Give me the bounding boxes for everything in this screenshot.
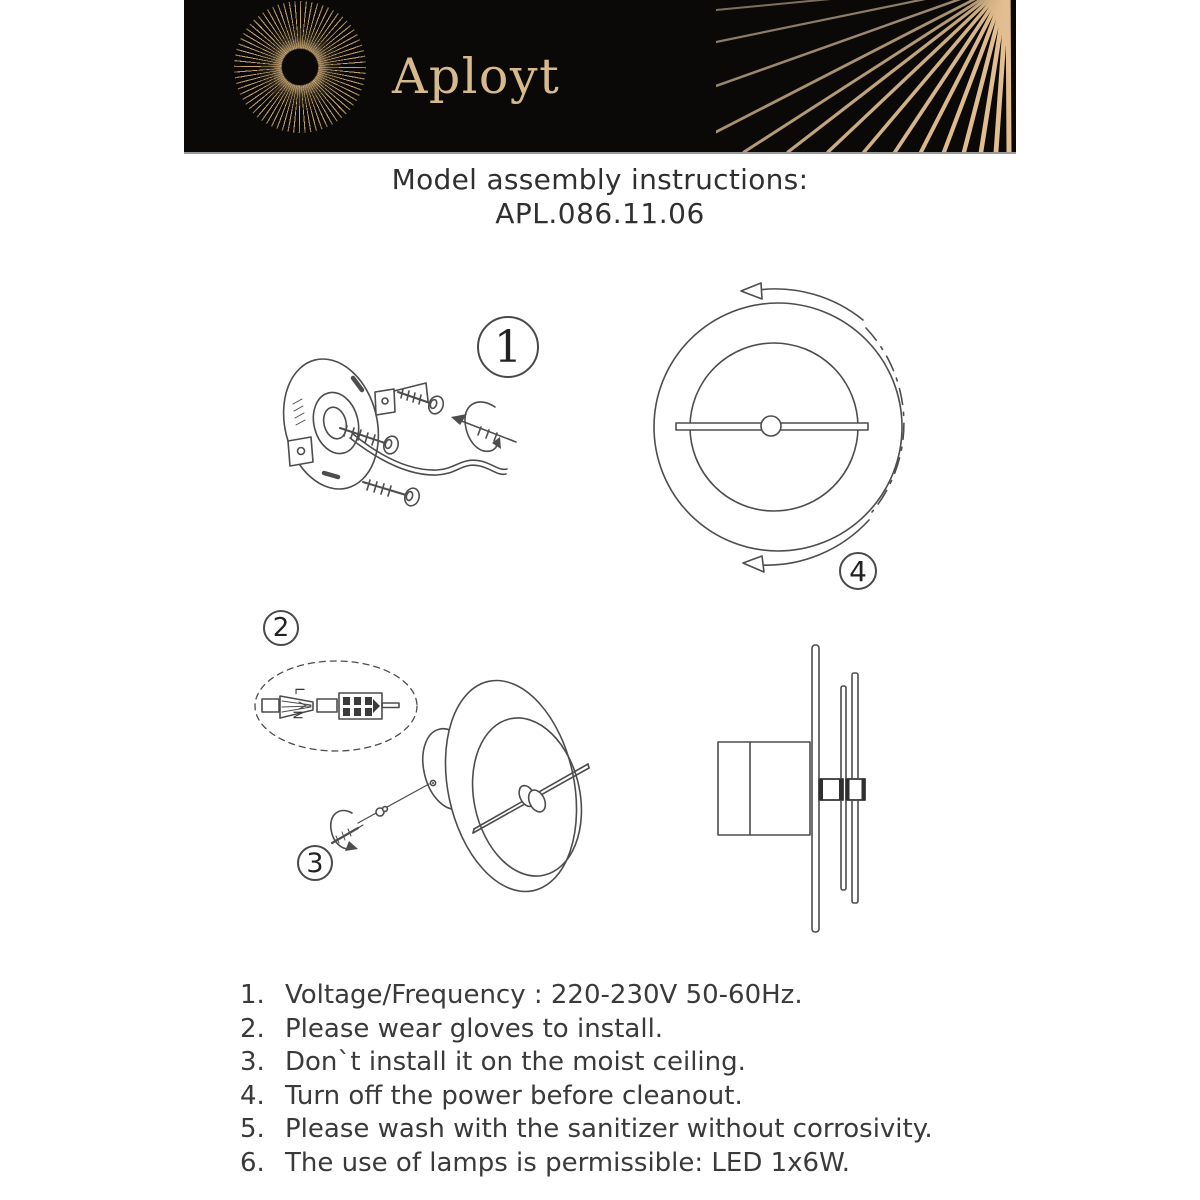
screw-rotation-icon [451,402,516,451]
step4-rotation-diagram [630,255,930,605]
brand-wordmark: Aployt [392,47,561,105]
item-text: Voltage/Frequency : 220-230V 50-60Hz. [285,980,803,1010]
item-text: Turn off the power before cleanout. [285,1080,743,1111]
lamp-side-view-diagram [700,630,880,940]
fixing-screw [331,784,429,851]
mounting-plate [270,349,428,499]
instruction-item [240,1013,933,1047]
step-badge-4: 4 [839,552,877,590]
brand-banner [184,0,1016,154]
lamp-front-view [654,303,902,551]
step2-3-wiring-lamp-diagram [240,600,600,910]
instruction-item [240,979,933,1013]
instruction-item [240,1046,933,1080]
step-badge-1: 1 [477,316,539,378]
item-number: 1. [240,980,265,1010]
instruction-item [240,1113,933,1147]
item-number: 5. [240,1114,265,1144]
hub-blocks [819,779,865,800]
item-number: 2. [240,1013,265,1044]
model-number: APL.086.11.06 [495,197,705,230]
instruction-item [240,1147,933,1181]
starburst-logo-icon [234,1,366,133]
item-text: Please wear gloves to install. [285,1013,664,1044]
item-text: The use of lamps is permissible: LED 1x6W. [285,1147,851,1178]
item-text: Please wash with the sanitizer without corrosivity. [285,1114,933,1144]
item-text: Don`t install it on the moist ceiling. [285,1047,746,1077]
corner-rays-icon [716,0,1016,152]
item-number: 4. [240,1080,265,1111]
lamp-body [415,668,596,904]
instruction-item [240,1080,933,1114]
wall-canopy [718,742,810,835]
item-number: 6. [240,1147,265,1178]
page-title: Model assembly instructions: [391,163,809,196]
instructions-list [240,979,933,1180]
step1-mounting-plate-diagram [250,290,590,550]
wiring-connector-detail [255,661,417,751]
step-badge-2: 2 [263,610,299,646]
item-number: 3. [240,1047,265,1077]
step-badge-3: 3 [297,845,333,881]
live-wire-label: L [292,687,307,695]
neutral-wire-label: N [290,710,305,720]
